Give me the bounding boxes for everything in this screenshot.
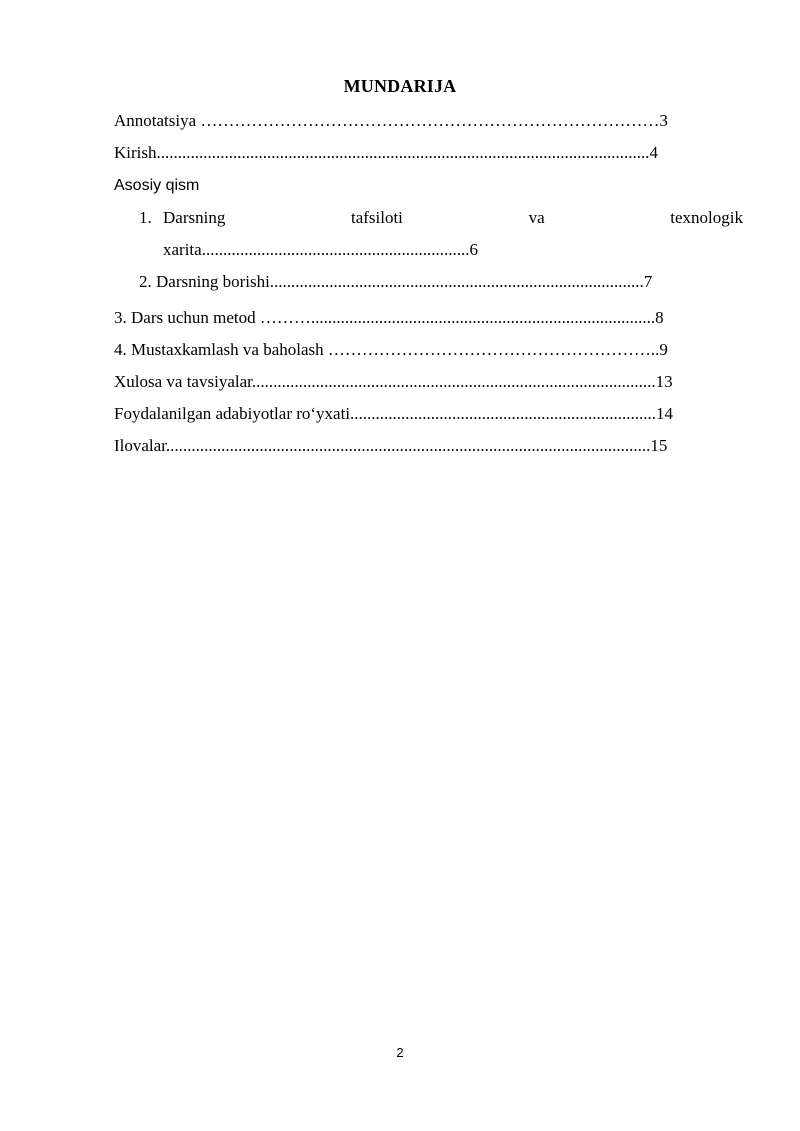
- toc-entry-item3: 3. Dars uchun metod ……….................................................................................8: [114, 308, 664, 327]
- page-number: 2: [396, 1045, 404, 1060]
- toc-item1-number: 1.: [139, 208, 152, 227]
- toc-entry-item1: [163, 208, 743, 228]
- toc-item1-word: va: [528, 208, 545, 227]
- toc-entry-annotatsiya: Annotatsiya ………………………………………………………………………3: [114, 111, 668, 130]
- toc-entry-foydalanilgan: Foydalanilgan adabiyotlar ro‘yxati........................................................................14: [114, 404, 674, 423]
- toc-section-asosiy-qism: Asosiy qism: [114, 177, 200, 194]
- toc-entry-kirish: Kirish....................................................................................................................4: [114, 143, 658, 162]
- toc-entry-ilovalar: Ilovalar..................................................................................................................15: [114, 436, 668, 455]
- toc-item1-word: texnologik: [670, 208, 743, 227]
- toc-entry-xulosa: Xulosa va tavsiyalar...............................................................................................13: [114, 372, 673, 391]
- page-title: MUNDARIJA: [343, 76, 457, 96]
- toc-item1-word: Darsning: [163, 208, 226, 227]
- toc-item1-word: tafsiloti: [350, 208, 403, 227]
- toc-entry-item1-continuation: xarita...............................................................6: [163, 240, 478, 259]
- toc-entry-item2: 2. Darsning borishi........................................................................................7: [139, 272, 653, 291]
- toc-entry-item4: 4. Mustaxkamlash va baholash …………………………………………………..9: [114, 340, 668, 359]
